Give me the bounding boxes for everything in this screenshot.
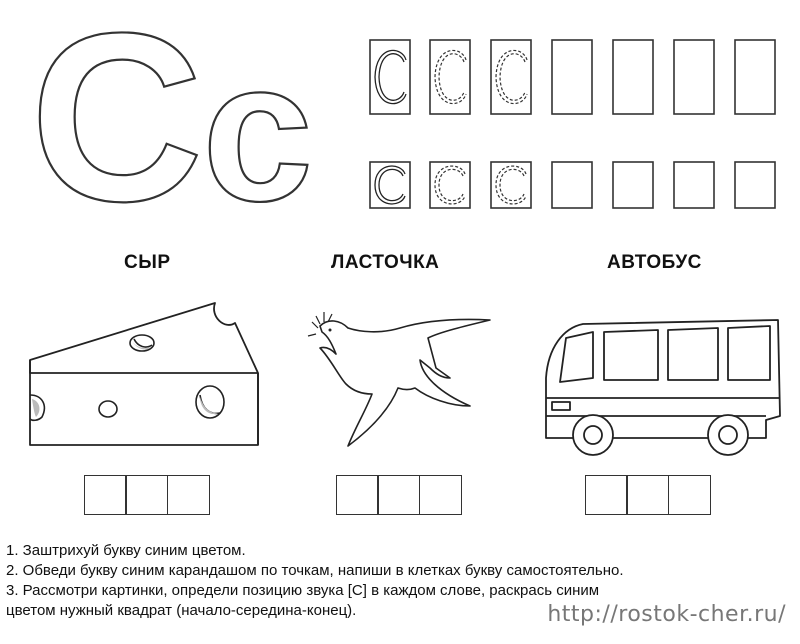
sound-box-middle[interactable] xyxy=(377,475,420,515)
sound-box-end[interactable] xyxy=(167,475,210,515)
sound-box-end[interactable] xyxy=(668,475,711,515)
upper-dotted-letters xyxy=(435,50,527,103)
instruction-3: 3. Рассмотри картинки, определи позицию звука [С] в каждом слове, раскрась синим xyxy=(6,582,600,599)
sound-boxes-swallow xyxy=(336,475,462,515)
sound-boxes-cheese xyxy=(84,475,210,515)
instruction-1: 1. Заштрихуй букву синим цветом. xyxy=(6,542,246,559)
sound-box-middle[interactable] xyxy=(125,475,168,515)
writing-cells xyxy=(368,38,788,213)
source-url: http://rostok-cher.ru/ xyxy=(547,602,786,627)
sound-box-start[interactable] xyxy=(84,475,127,515)
big-upper-letter: C xyxy=(30,22,204,212)
sound-box-end[interactable] xyxy=(419,475,462,515)
lower-dotted-letters xyxy=(435,166,526,204)
sound-box-start[interactable] xyxy=(585,475,628,515)
sound-box-middle[interactable] xyxy=(626,475,669,515)
word-cheese: СЫР xyxy=(124,252,171,273)
big-letters xyxy=(30,22,350,212)
word-swallow: ЛАСТОЧКА xyxy=(331,252,440,273)
cheese-icon xyxy=(20,295,270,460)
upper-traced-letters xyxy=(375,50,406,103)
lower-traced-letters xyxy=(375,166,405,204)
bus-icon xyxy=(538,298,786,468)
instruction-2: 2. Обведи букву синим карандашом по точкам, напиши в клетках букву самостоятельно. xyxy=(6,562,624,579)
sound-boxes-bus xyxy=(585,475,711,515)
lower-case-row xyxy=(370,162,775,208)
sound-box-start[interactable] xyxy=(336,475,379,515)
instruction-3-cont: цветом нужный квадрат (начало-середина-конец). xyxy=(6,602,357,619)
upper-case-row xyxy=(370,40,775,114)
swallow-icon xyxy=(300,298,500,453)
word-bus: АВТОБУС xyxy=(607,252,702,273)
big-lower-letter: c xyxy=(202,22,314,212)
